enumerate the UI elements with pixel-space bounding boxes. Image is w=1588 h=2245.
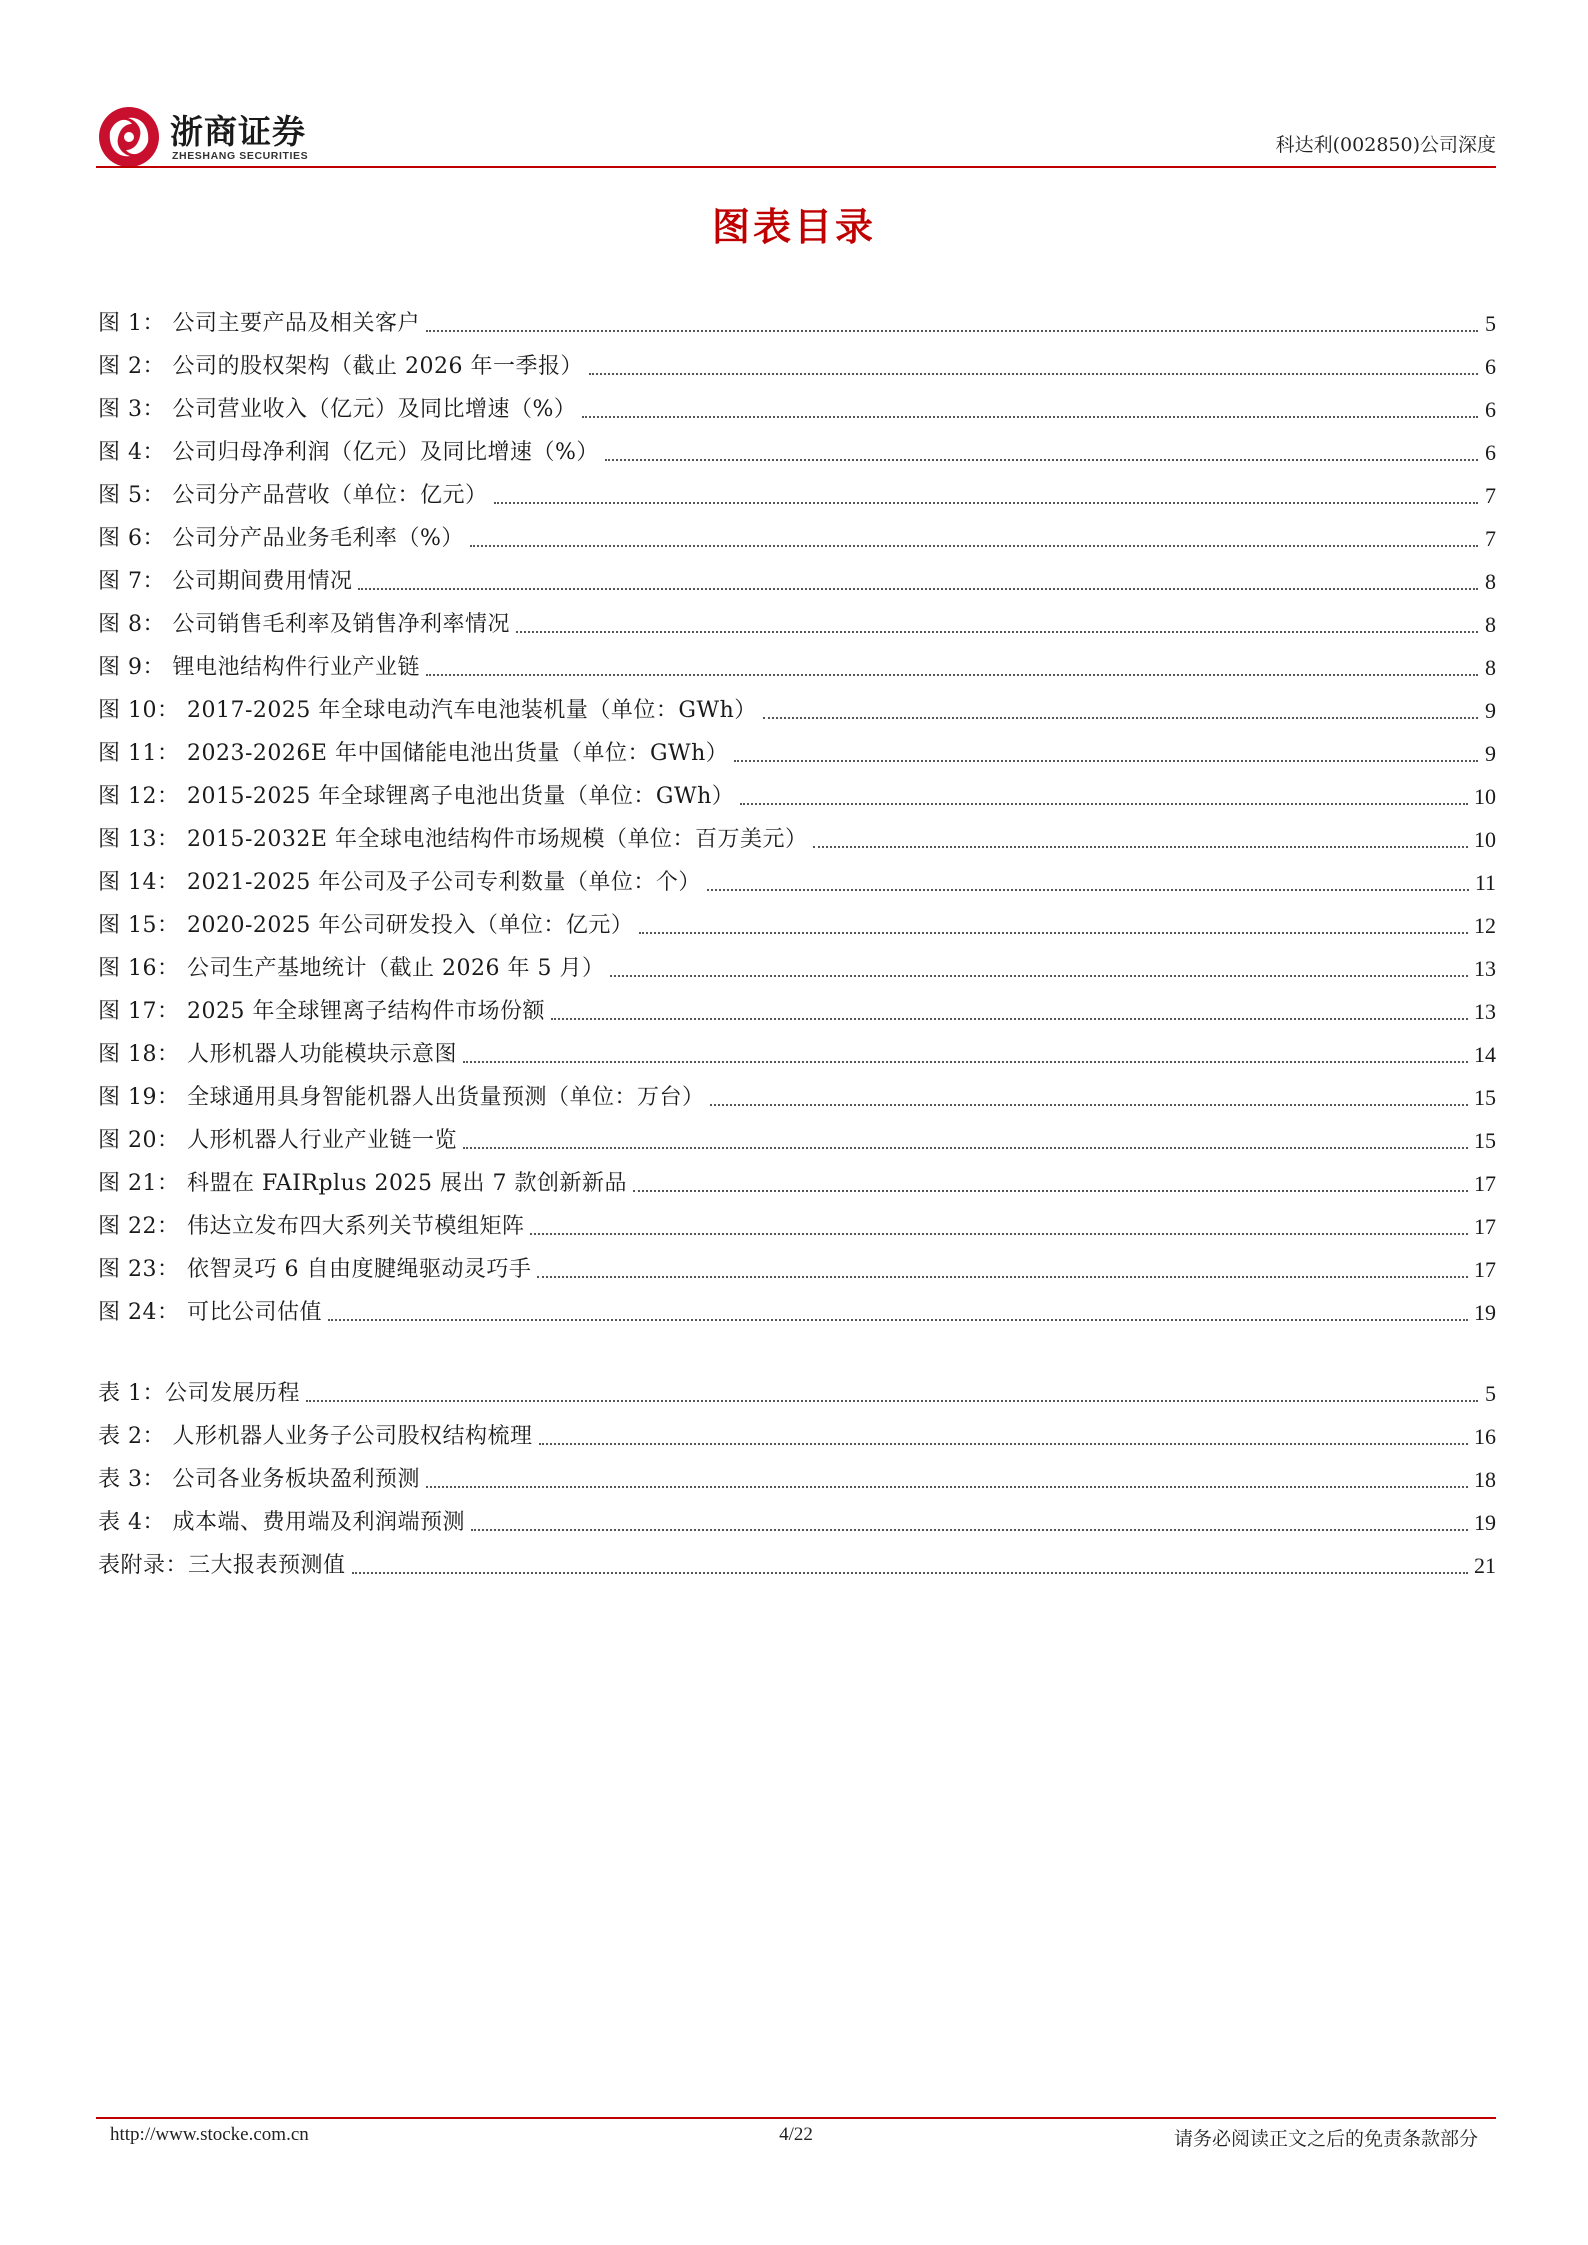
toc-entry-label: 图 14： 2021-2025 年公司及子公司专利数量（单位：个）: [98, 870, 701, 895]
toc-entry-table-1[interactable]: [98, 1366, 1496, 1409]
website-link[interactable]: http://www.stocke.com.cn: [110, 2124, 309, 2145]
toc-entry-label: 图 18： 人形机器人功能模块示意图: [98, 1042, 457, 1067]
toc-entry-label: 图 23： 依智灵巧 6 自由度腱绳驱动灵巧手: [98, 1257, 532, 1282]
dot-leader: [610, 975, 1468, 977]
dot-leader: [426, 330, 1478, 332]
toc-entry-page: 19: [1474, 1300, 1496, 1325]
dot-leader: [707, 889, 1469, 891]
toc-entry-page: 7: [1485, 483, 1496, 508]
dot-leader: [516, 631, 1478, 633]
dot-leader: [463, 1147, 1468, 1149]
toc-entry-figure-16[interactable]: [98, 941, 1496, 984]
toc-entry-label: 图 7： 公司期间费用情况: [98, 569, 353, 594]
toc-entry-label: 图 22： 伟达立发布四大系列关节模组矩阵: [98, 1214, 525, 1239]
toc-entry-figure-8[interactable]: [98, 597, 1496, 640]
toc-entry-page: 5: [1485, 311, 1496, 336]
dot-leader: [470, 545, 1478, 547]
toc-entry-page: 15: [1474, 1085, 1496, 1110]
dot-leader: [582, 416, 1478, 418]
toc-entry-table-3[interactable]: [98, 1452, 1496, 1495]
toc-entry-figure-5[interactable]: [98, 468, 1496, 511]
toc-entry-figure-14[interactable]: [98, 855, 1496, 898]
toc-entry-figure-22[interactable]: [98, 1199, 1496, 1242]
dot-leader: [537, 1276, 1468, 1278]
toc-entry-label: 图 10： 2017-2025 年全球电动汽车电池装机量（单位：GWh）: [98, 698, 757, 723]
toc-entry-label: 图 6： 公司分产品业务毛利率（%）: [98, 526, 464, 551]
page-title: 图表目录: [711, 205, 876, 249]
toc-entry-figure-11[interactable]: [98, 726, 1496, 769]
dot-leader: [426, 1486, 1468, 1488]
toc-entry-page: 13: [1474, 956, 1496, 981]
dot-leader: [710, 1104, 1468, 1106]
toc-entry-page: 8: [1485, 569, 1496, 594]
toc-entry-page: 5: [1485, 1381, 1496, 1406]
toc-entry-figure-19[interactable]: [98, 1070, 1496, 1113]
toc-entry-label: 图 1： 公司主要产品及相关客户: [98, 311, 420, 336]
page-footer: [96, 2124, 1496, 2154]
toc-entry-label: 图 16： 公司生产基地统计（截止 2026 年 5 月）: [98, 956, 605, 981]
toc-entry-page: 21: [1474, 1553, 1496, 1578]
toc-entry-page: 6: [1485, 397, 1496, 422]
toc-entry-figure-1[interactable]: [98, 296, 1496, 339]
toc-entry-label: 图 21： 科盟在 FAIRplus 2025 展出 7 款创新新品: [98, 1171, 628, 1196]
toc-entry-label: 图 12： 2015-2025 年全球锂离子电池出货量（单位：GWh）: [98, 784, 735, 809]
toc-entry-figure-23[interactable]: [98, 1242, 1496, 1285]
toc-entry-figure-13[interactable]: [98, 812, 1496, 855]
dot-leader: [352, 1572, 1468, 1574]
toc-entry-page: 15: [1474, 1128, 1496, 1153]
dot-leader: [740, 803, 1468, 805]
dot-leader: [763, 717, 1478, 719]
toc-entry-page: 19: [1474, 1510, 1496, 1535]
header-divider: [96, 166, 1496, 168]
toc-entry-figure-12[interactable]: [98, 769, 1496, 812]
dot-leader: [426, 674, 1478, 676]
dot-leader: [358, 588, 1478, 590]
toc-entry-label: 图 11： 2023-2026E 年中国储能电池出货量（单位：GWh）: [98, 741, 729, 766]
toc-entry-label: 表 4： 成本端、费用端及利润端预测: [98, 1510, 465, 1535]
toc-entry-figure-24[interactable]: [98, 1285, 1496, 1328]
dot-leader: [539, 1443, 1469, 1445]
toc-entry-figure-9[interactable]: [98, 640, 1496, 683]
toc-entry-label: 图 4： 公司归母净利润（亿元）及同比增速（%）: [98, 440, 599, 465]
page-number: 4/22: [779, 2124, 813, 2145]
toc-entry-figure-2[interactable]: [98, 339, 1496, 382]
toc-entry-page: 9: [1485, 698, 1496, 723]
disclaimer-note: 请务必阅读正文之后的免责条款部分: [1173, 2128, 1478, 2150]
toc-entry-page: 18: [1474, 1467, 1496, 1492]
toc-entry-label: 图 3： 公司营业收入（亿元）及同比增速（%）: [98, 397, 577, 422]
toc-entry-page: 12: [1474, 913, 1496, 938]
report-tag: 科达利(002850)公司深度: [1275, 134, 1496, 156]
toc-entry-label: 图 2： 公司的股权架构（截止 2026 年一季报）: [98, 354, 583, 379]
toc-entry-page: 10: [1474, 784, 1496, 809]
toc-entry-page: 14: [1474, 1042, 1496, 1067]
toc-entry-label: 图 19： 全球通用具身智能机器人出货量预测（单位：万台）: [98, 1085, 705, 1110]
toc-entry-label: 图 24： 可比公司估值: [98, 1300, 322, 1325]
toc-entry-page: 7: [1485, 526, 1496, 551]
toc-entry-table-4[interactable]: [98, 1495, 1496, 1538]
toc-entry-label: 表 3： 公司各业务板块盈利预测: [98, 1467, 420, 1492]
toc-entry-figure-21[interactable]: [98, 1156, 1496, 1199]
dot-leader: [605, 459, 1478, 461]
toc-entry-page: 17: [1474, 1171, 1496, 1196]
toc-entry-page: 6: [1485, 354, 1496, 379]
figure-list: [98, 296, 1496, 1328]
toc-entry-figure-15[interactable]: [98, 898, 1496, 941]
toc-entry-page: 11: [1474, 870, 1496, 895]
page-header: [96, 96, 1496, 170]
dot-leader: [306, 1400, 1478, 1402]
toc-entry-page: 16: [1474, 1424, 1496, 1449]
toc-entry-label: 图 8： 公司销售毛利率及销售净利率情况: [98, 612, 510, 637]
toc-entry-label: 表附录：三大报表预测值: [98, 1553, 346, 1578]
toc-entry-label: 图 13： 2015-2032E 年全球电池结构件市场规模（单位：百万美元）: [98, 827, 808, 852]
toc-entry-label: 图 20： 人形机器人行业产业链一览: [98, 1128, 457, 1153]
toc-entry-page: 6: [1485, 440, 1496, 465]
toc-entry-figure-10[interactable]: [98, 683, 1496, 726]
toc-entry-page: 8: [1485, 612, 1496, 637]
toc-entry-label: 图 5： 公司分产品营收（单位：亿元）: [98, 483, 488, 508]
toc-entry-figure-20[interactable]: [98, 1113, 1496, 1156]
dot-leader: [463, 1061, 1468, 1063]
toc-entry-table-2[interactable]: [98, 1409, 1496, 1452]
toc-entry-page: 9: [1485, 741, 1496, 766]
table-list: [98, 1366, 1496, 1581]
zheshang-logo-icon: [96, 104, 162, 170]
toc-entry-label: 表 1：公司发展历程: [98, 1381, 300, 1406]
toc-entry-page: 17: [1474, 1257, 1496, 1282]
dot-leader: [530, 1233, 1468, 1235]
toc-entry-page: 13: [1474, 999, 1496, 1024]
dot-leader: [589, 373, 1478, 375]
toc-entry-figure-3[interactable]: [98, 382, 1496, 425]
logo-chinese-name: 浙商证券: [170, 112, 306, 151]
toc-entry-figure-7[interactable]: [98, 554, 1496, 597]
toc-entry-page: 8: [1485, 655, 1496, 680]
toc-entry-figure-4[interactable]: [98, 425, 1496, 468]
footer-divider: [96, 2117, 1496, 2119]
dot-leader: [633, 1190, 1468, 1192]
dot-leader: [813, 846, 1468, 848]
toc-entry-table-appendix[interactable]: [98, 1538, 1496, 1581]
toc-entry-figure-17[interactable]: [98, 984, 1496, 1027]
toc-entry-figure-18[interactable]: [98, 1027, 1496, 1070]
logo-english-name: ZHESHANG SECURITIES: [172, 150, 309, 162]
toc-entry-label: 图 9： 锂电池结构件行业产业链: [98, 655, 420, 680]
toc-entry-label: 图 17： 2025 年全球锂离子结构件市场份额: [98, 999, 545, 1024]
toc-entry-label: 表 2： 人形机器人业务子公司股权结构梳理: [98, 1424, 533, 1449]
toc-entry-page: 17: [1474, 1214, 1496, 1239]
dot-leader: [471, 1529, 1468, 1531]
toc-entry-figure-6[interactable]: [98, 511, 1496, 554]
toc-entry-page: 10: [1474, 827, 1496, 852]
brand-logo: [96, 104, 336, 170]
dot-leader: [734, 760, 1478, 762]
toc-entry-label: 图 15： 2020-2025 年公司研发投入（单位：亿元）: [98, 913, 634, 938]
dot-leader: [494, 502, 1479, 504]
dot-leader: [639, 932, 1468, 934]
dot-leader: [551, 1018, 1468, 1020]
dot-leader: [328, 1319, 1468, 1321]
